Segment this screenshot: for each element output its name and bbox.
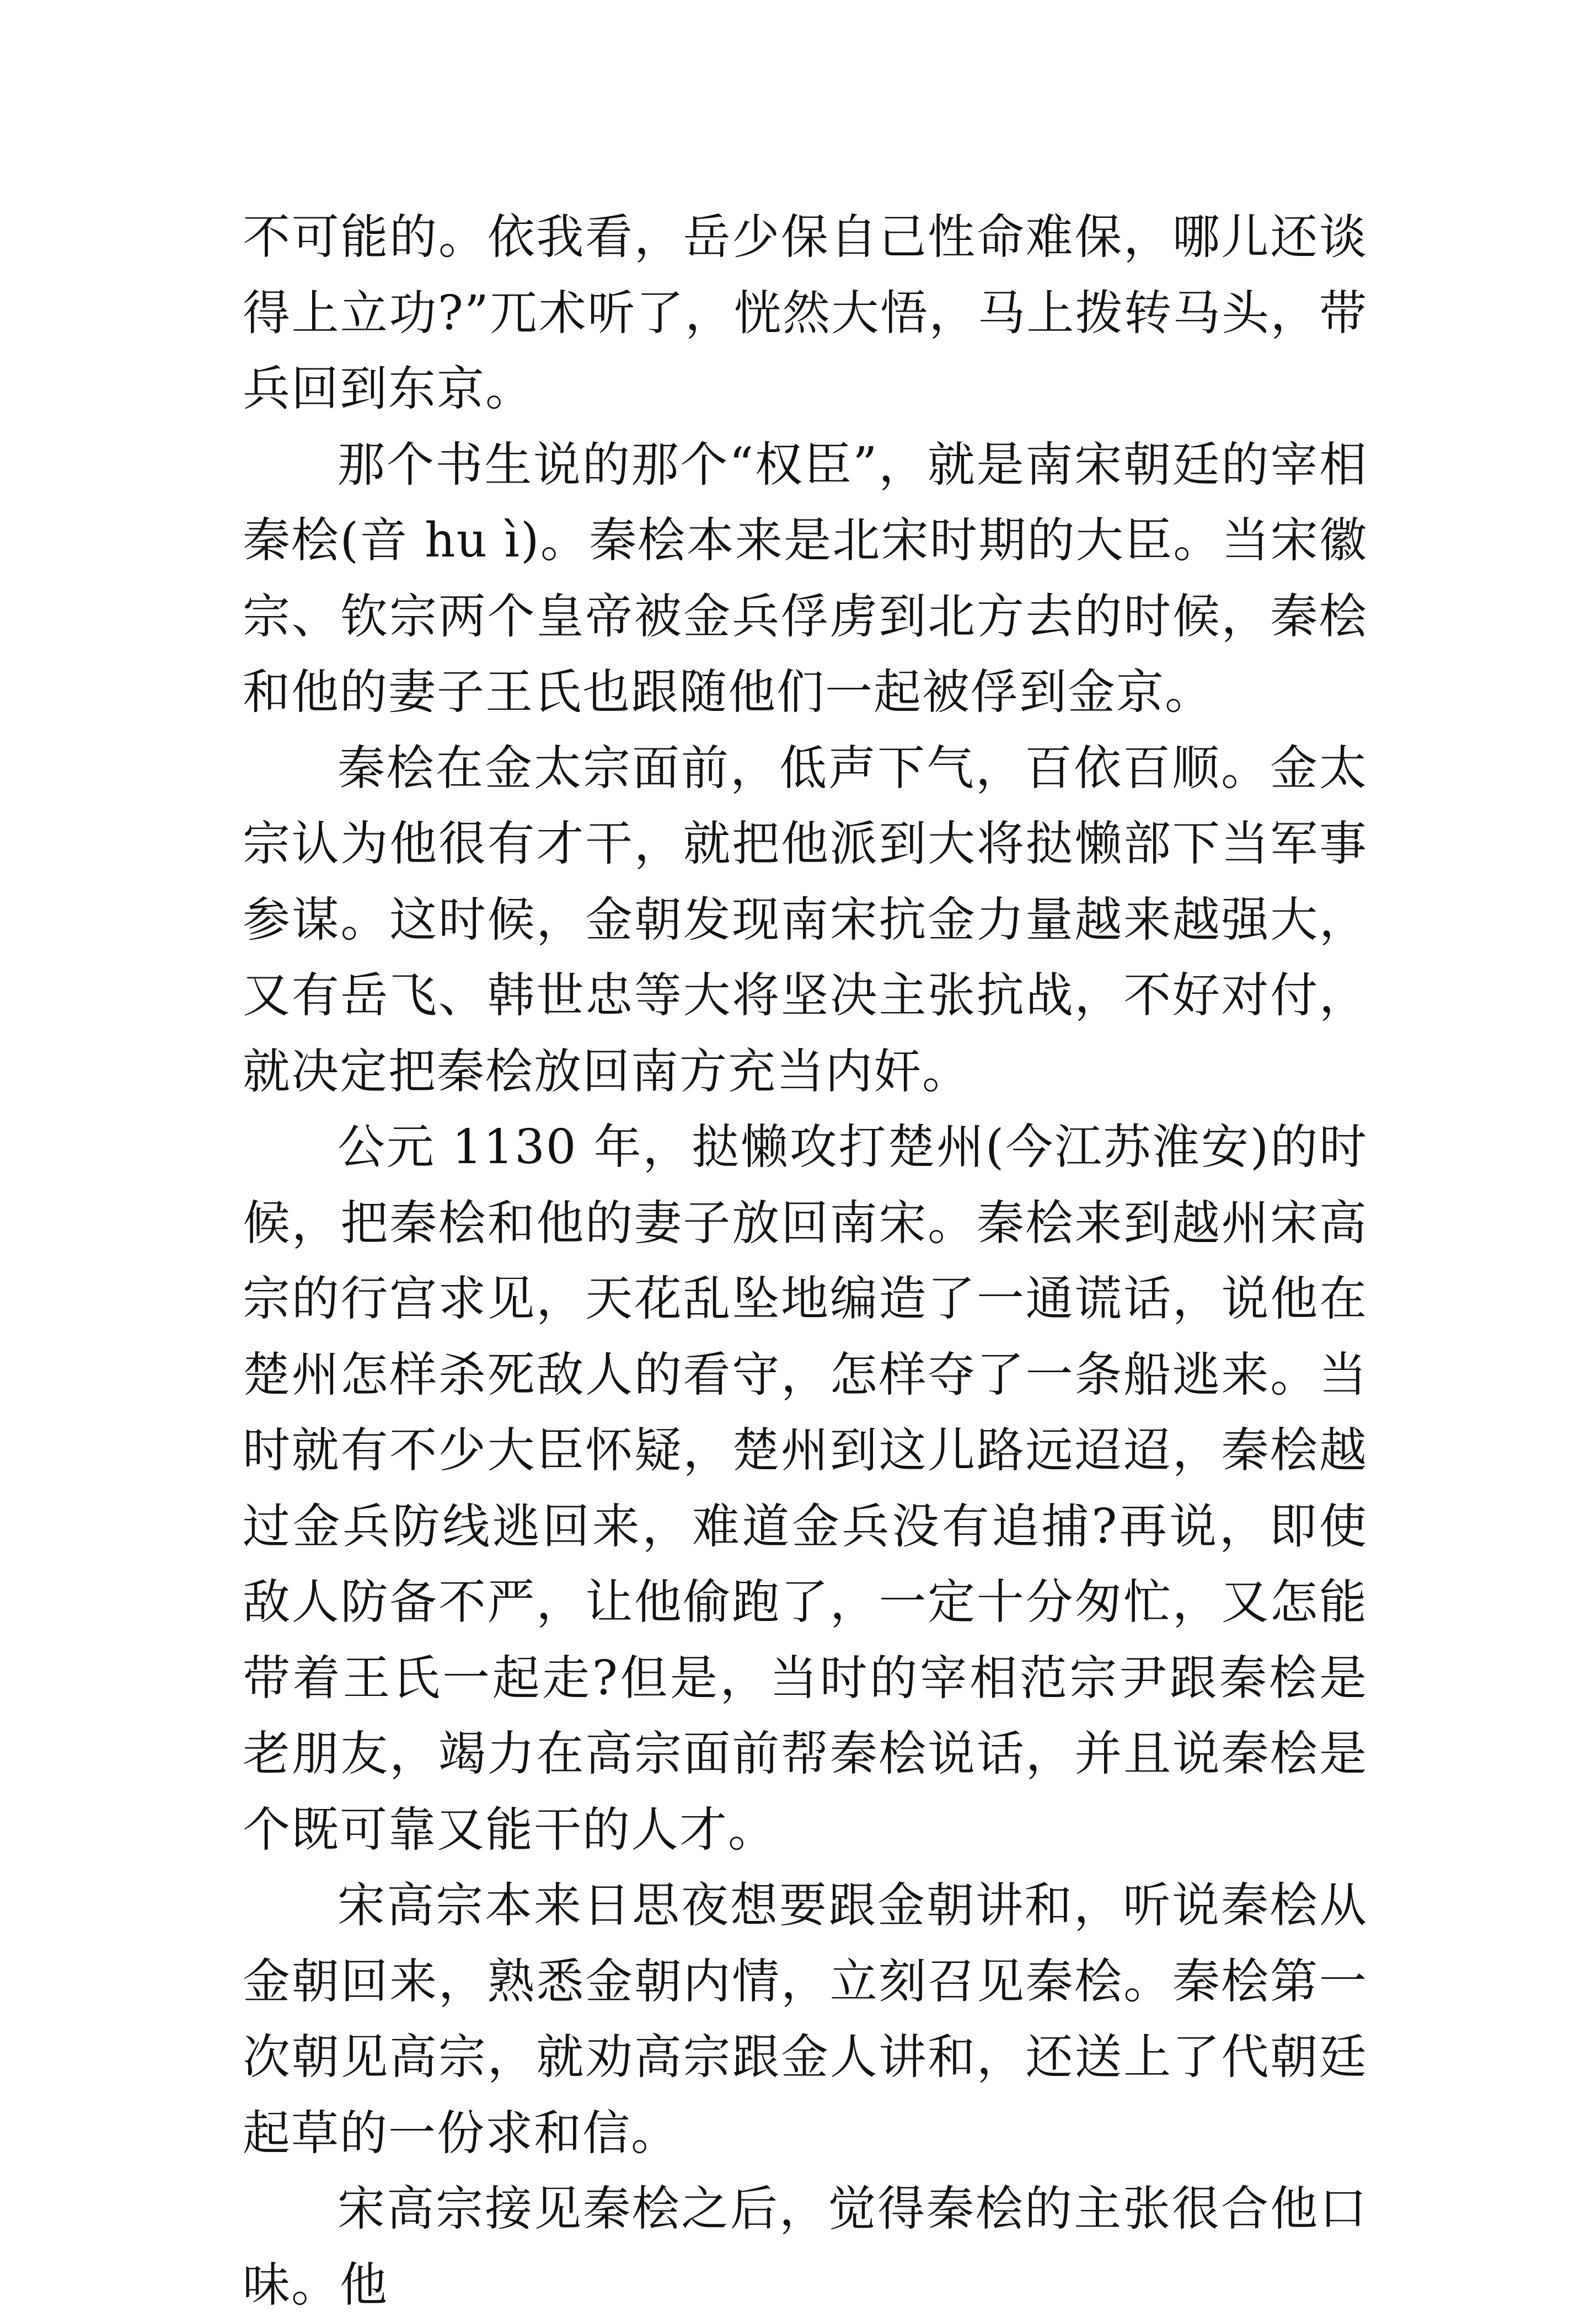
paragraph: 公元 1130 年，挞懒攻打楚州(今江苏淮安)的时候，把秦桧和他的妻子放回南宋。秦桧来到越州宋高宗的行宫求见，天花乱坠地编造了一通谎话，说他在楚州怎样杀死敌人的看守，怎样夺了一条船逃来。当时就有不少大臣怀疑，楚州到这儿路远迢迢，秦桧越过金兵防线逃回来，难道金兵没有追捕?再说，即使敌人防备不严，让他偷跑了，一定十分匆忙，又怎能带着王氏一起走?但是，当时的宰相范宗尹跟秦桧是老朋友，竭力在高宗面前帮秦桧说话，并且说秦桧是个既可靠又能干的人才。 [243, 1120, 1368, 1858]
paragraph: 那个书生说的那个“权臣”，就是南宋朝廷的宰相秦桧(音 hu ì)。秦桧本来是北宋时期的大臣。当宋徽宗、钦宗两个皇帝被金兵俘虏到北方去的时候，秦桧和他的妻子王氏也跟随他们一起被俘到金京。 [243, 437, 1368, 720]
body-text [243, 200, 1368, 2323]
paragraph: 秦桧在金太宗面前，低声下气，百依百顺。金太宗认为他很有才干，就把他派到大将挞懒部下当军事参谋。这时候，金朝发现南宋抗金力量越来越强大，又有岳飞、韩世忠等大将坚决主张抗战，不好对付，就决定把秦桧放回南方充当内奸。 [243, 740, 1368, 1099]
paragraph: 宋高宗本来日思夜想要跟金朝讲和，听说秦桧从金朝回来，熟悉金朝内情，立刻召见秦桧。秦桧第一次朝见高宗，就劝高宗跟金人讲和，还送上了代朝廷起草的一份求和信。 [243, 1878, 1368, 2161]
paragraph-continued: 不可能的。依我看，岳少保自己性命难保，哪儿还谈得上立功?”兀术听了，恍然大悟，马上拨转马头，带兵回到东京。 [243, 210, 1368, 416]
paragraph: 宋高宗接见秦桧之后，觉得秦桧的主张很合他口味。他 [243, 2181, 1368, 2313]
